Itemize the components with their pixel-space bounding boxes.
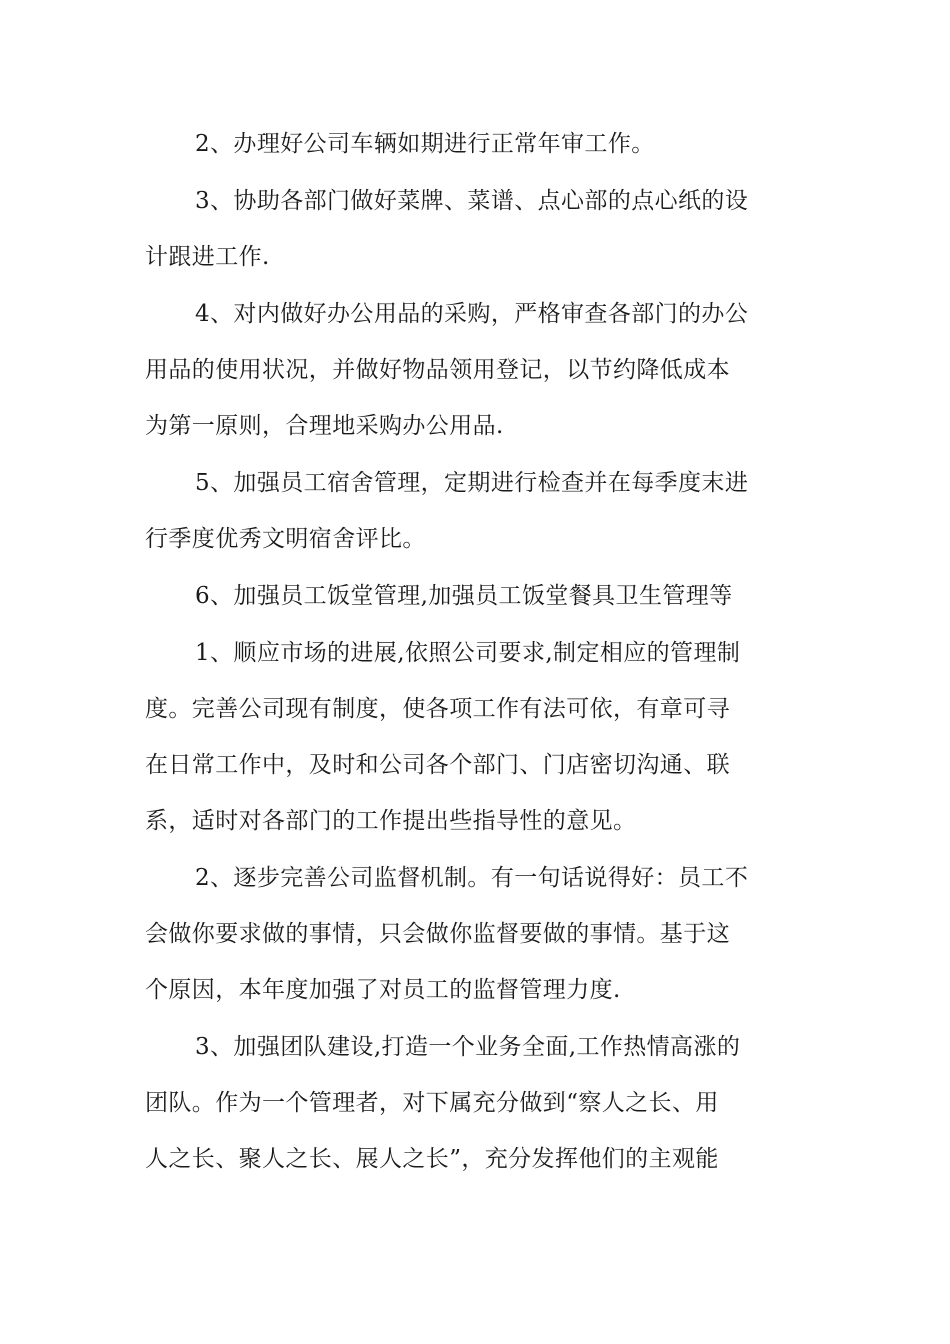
paragraph-line: 3、加强团队建设,打造一个业务全面,工作热情高涨的 <box>195 1034 741 1060</box>
paragraph-line: 个原因，本年度加强了对员工的监督管理力度. <box>145 977 621 1003</box>
paragraph-line: 1、顺应市场的进展,依照公司要求,制定相应的管理制 <box>195 640 741 666</box>
paragraph-line: 6、加强员工饭堂管理,加强员工饭堂餐具卫生管理等 <box>195 583 733 609</box>
document-body <box>145 130 810 1173</box>
paragraph-line: 在日常工作中，及时和公司各个部门、门店密切沟通、联 <box>145 752 730 778</box>
paragraph-line: 用品的使用状况，并做好物品领用登记，以节约降低成本 <box>145 357 730 383</box>
paragraph-line: 5、加强员工宿舍管理，定期进行检查并在每季度末进 <box>195 470 749 496</box>
paragraph-line: 计跟进工作. <box>145 244 270 270</box>
paragraph-line: 行季度优秀文明宿舍评比。 <box>145 526 426 552</box>
paragraph-line: 团队。作为一个管理者，对下属充分做到“察人之长、用 <box>145 1090 719 1116</box>
paragraph-line: 4、对内做好办公用品的采购，严格审查各部门的办公 <box>195 301 749 327</box>
paragraph-line: 系，适时对各部门的工作提出些指导性的意见。 <box>145 808 637 834</box>
paragraph-line: 会做你要求做的事情，只会做你监督要做的事情。基于这 <box>145 921 730 947</box>
paragraph-line: 3、协助各部门做好菜牌、菜谱、点心部的点心纸的设 <box>195 188 749 214</box>
paragraph-line: 为第一原则，合理地采购办公用品. <box>145 413 504 439</box>
paragraph-line: 度。完善公司现有制度，使各项工作有法可依，有章可寻 <box>145 696 730 722</box>
paragraph-line: 人之长、聚人之长、展人之长”，充分发挥他们的主观能 <box>145 1146 719 1172</box>
paragraph-line: 2、逐步完善公司监督机制。有一句话说得好：员工不 <box>195 865 749 891</box>
paragraph-line: 2、办理好公司车辆如期进行正常年审工作。 <box>195 131 655 157</box>
